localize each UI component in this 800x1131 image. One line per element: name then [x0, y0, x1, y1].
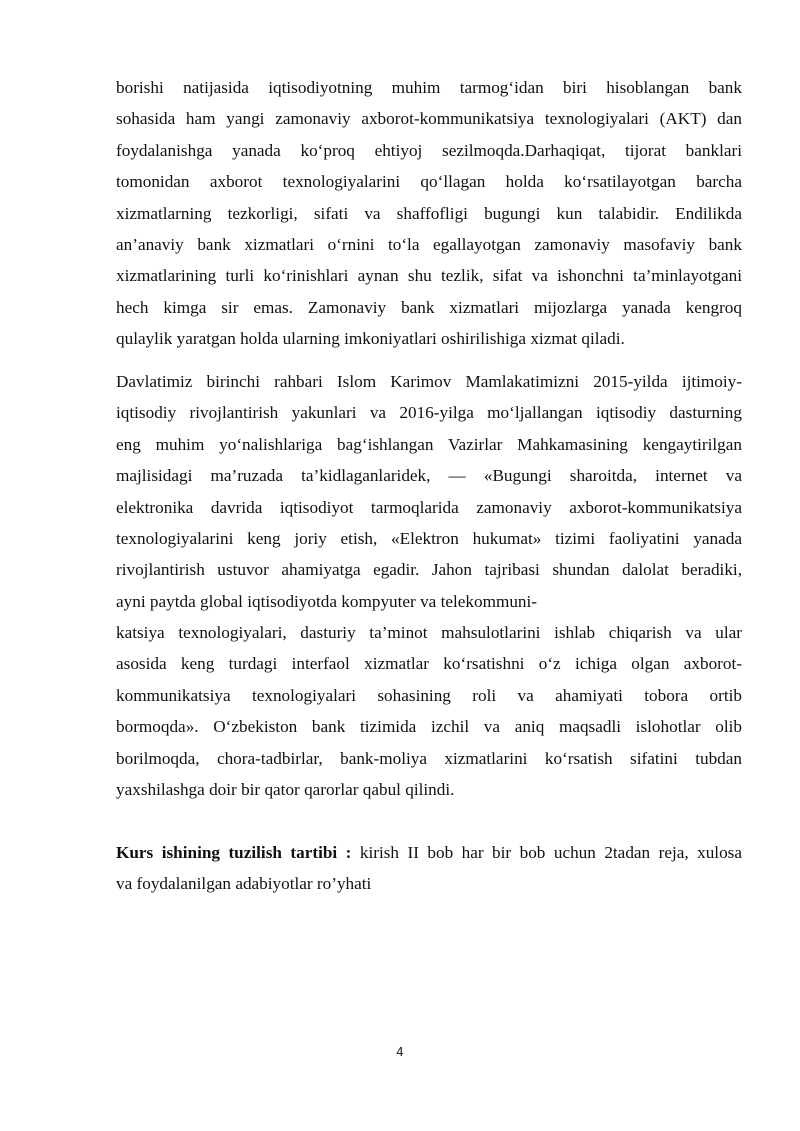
- text-line: yaxshilashga doir bir qator qarorlar qabul qilindi.: [116, 779, 455, 799]
- page-number: 4: [396, 1045, 404, 1059]
- text-line: tomonidan axborot texnologiyalarini qo‘llagan holda ko‘rsatilayotgan barcha: [116, 172, 742, 192]
- paragraph-ict-banking: [116, 72, 742, 355]
- text-line: katsiya texnologiyalari, dasturiy ta’minot mahsulotlarini ishlab chiqarish va ular: [116, 623, 742, 642]
- text-line: an’anaviy bank xizmatlari o‘rnini to‘la egallayotgan zamonaviy masofaviy bank: [116, 234, 742, 254]
- text-line: majlisidagi ma’ruzada ta’kidlaganlaridek, — «Bugungi sharoitda, internet va: [116, 466, 742, 486]
- text-line: asosida keng turdagi interfaol xizmatlar ko‘rsatishni o‘z ichiga olgan axborot-: [116, 654, 742, 674]
- paragraph-bank-reforms: [116, 617, 742, 805]
- text-line: iqtisodiy rivojlantirish yakunlari va 2016-yilga mo‘ljallangan iqtisodiy dasturning: [116, 403, 742, 423]
- text-line: xizmatlarining turli ko‘rinishlari aynan shu tezlik, sifat va ishonchni ta’minlayotgani: [116, 266, 742, 286]
- text-line: borilmoqda, chora-tadbirlar, bank-moliya xizmatlarini ko‘rsatish sifatini tubdan: [116, 748, 742, 768]
- text-line: sohasida ham yangi zamonaviy axborot-kommunikatsiya texnologiyalari (AKT) dan: [116, 109, 742, 129]
- text-line: rivojlantirish ustuvor ahamiyatga egadir. Jahon tajribasi shundan dalolat beradiki,: [116, 560, 742, 580]
- text-line: hech kimga sir emas. Zamonaviy bank xizmatlari mijozlarga yanada kengroq: [116, 297, 742, 317]
- structure-line: [116, 837, 742, 868]
- text-line: kommunikatsiya texnologiyalari sohasining roli va ahamiyati tobora ortib: [116, 685, 742, 705]
- text-line: foydalanishga yanada ko‘proq ehtiyoj sezilmoqda.Darhaqiqat, tijorat banklari: [116, 140, 742, 160]
- text-line: borishi natijasida iqtisodiyotning muhim tarmog‘idan biri hisoblangan bank: [116, 78, 742, 97]
- paragraph-president-quote: [116, 366, 742, 617]
- structure-line: va foydalanilgan adabiyotlar ro’yhati: [116, 874, 372, 894]
- structure-text: kirish II bob har bir bob uchun 2tadan reja, xulosa: [351, 843, 742, 862]
- text-line: eng muhim yo‘nalishlariga bag‘ishlangan Vazirlar Mahkamasining kengaytirilgan: [116, 434, 742, 454]
- text-line: xizmatlarning tezkorligi, sifati va shaffofligi bugungi kun talabidir. Endilikda: [116, 203, 742, 223]
- structure-label: Kurs ishining tuzilish tartibi :: [116, 843, 352, 862]
- text-line: elektronika davrida iqtisodiyot tarmoqlarida zamonaviy axborot-kommunikatsiya: [116, 497, 742, 517]
- course-work-structure: [116, 837, 742, 900]
- text-line: Davlatimiz birinchi rahbari Islom Karimov Mamlakatimizni 2015-yilda ijtimoiy-: [116, 372, 742, 391]
- text-line: ayni paytda global iqtisodiyotda kompyuter va telekommuni-: [116, 591, 538, 611]
- text-line: texnologiyalarini keng joriy etish, «Elektron hukumat» tizimi faoliyatini yanada: [116, 528, 742, 548]
- text-line: bormoqda». O‘zbekiston bank tizimida izchil va aniq maqsadli islohotlar olib: [116, 717, 742, 737]
- text-line: qulaylik yaratgan holda ularning imkoniyatlari oshirilishiga xizmat qiladi.: [116, 329, 625, 349]
